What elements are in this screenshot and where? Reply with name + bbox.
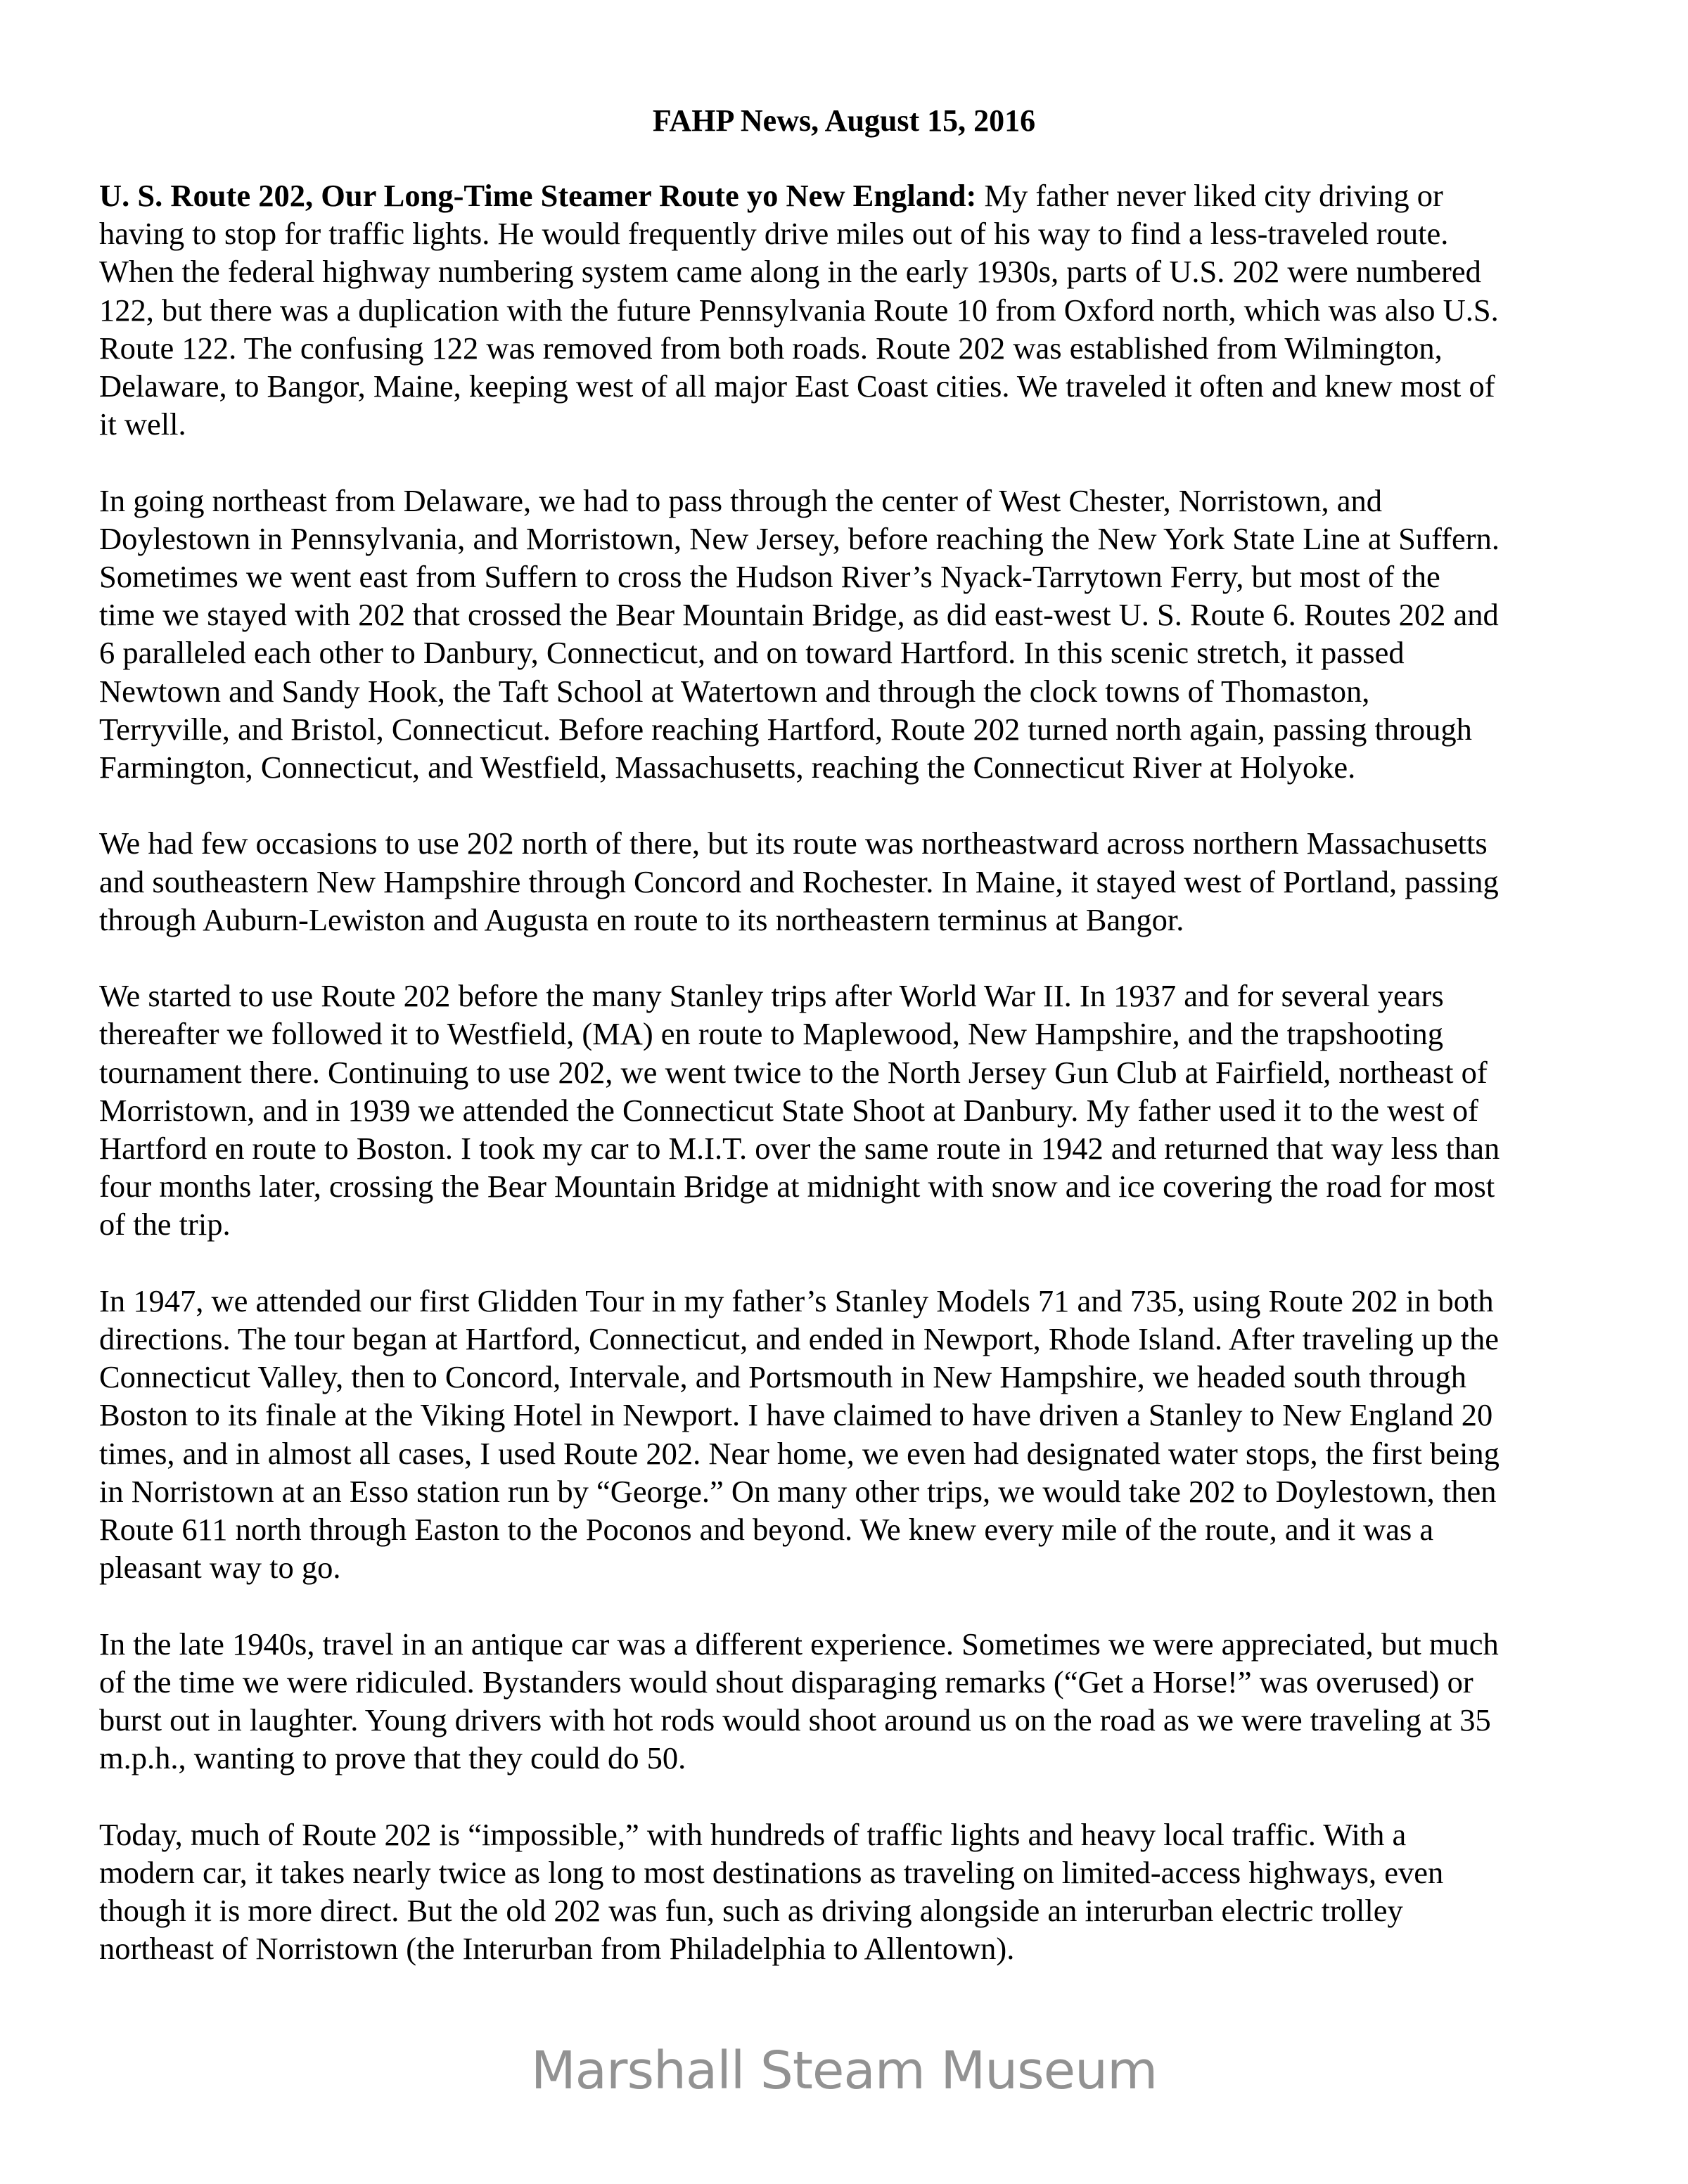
text-line: Newtown and Sandy Hook, the Taft School at Watertown and through the clock towns of Thomaston, bbox=[99, 673, 1370, 709]
paragraph bbox=[99, 1282, 1604, 1587]
text-line: Farmington, Connecticut, and Westfield, Massachusetts, reaching the Connecticut River at Holyoke. bbox=[99, 750, 1356, 785]
text-line: in Norristown at an Esso station run by “George.” On many other trips, we would take 202 to Doylestown, then bbox=[99, 1473, 1497, 1509]
paragraph bbox=[99, 977, 1604, 1243]
article-body bbox=[99, 176, 1604, 2006]
text-line: though it is more direct. But the old 202 was fun, such as driving alongside an interurban electric trolley bbox=[99, 1893, 1403, 1929]
text-line: m.p.h., wanting to prove that they could do 50. bbox=[99, 1740, 686, 1776]
paragraph bbox=[99, 482, 1604, 787]
paragraph bbox=[99, 176, 1604, 443]
text-line: tournament there. Continuing to use 202, we went twice to the North Jersey Gun Club at Fairfield, northeast of bbox=[99, 1054, 1488, 1090]
text-line: We had few occasions to use 202 north of there, but its route was northeastward across northern Massachusetts bbox=[99, 826, 1488, 861]
watermark: Marshall Steam Museum bbox=[530, 2041, 1158, 2101]
text-line: of the trip. bbox=[99, 1207, 231, 1242]
text-line: of the time we were ridiculed. Bystanders would shout disparaging remarks (“Get a Horse!” was overused) or bbox=[99, 1664, 1473, 1700]
text-line: burst out in laughter. Young drivers with hot rods would shoot around us on the road as we were traveling at 35 bbox=[99, 1702, 1491, 1738]
article-lead-heading: U. S. Route 202, Our Long-Time Steamer Route yo New England: bbox=[99, 178, 977, 213]
text-line-content: My father never liked city driving or bbox=[976, 178, 1443, 213]
text-line: thereafter we followed it to Westfield, (MA) en route to Maplewood, New Hampshire, and the trapshooting bbox=[99, 1016, 1444, 1052]
text-line: pleasant way to go. bbox=[99, 1550, 341, 1586]
text-line: time we stayed with 202 that crossed the Bear Mountain Bridge, as did east-west U. S. Route 6. Routes 202 and bbox=[99, 597, 1499, 633]
text-line: In the late 1940s, travel in an antique car was a different experience. Sometimes we were appreciated, but much bbox=[99, 1626, 1499, 1662]
text-line: 122, but there was a duplication with the future Pennsylvania Route 10 from Oxford north, which was also U.S. bbox=[99, 292, 1499, 328]
text-line: Sometimes we went east from Suffern to cross the Hudson River’s Nyack-Tarrytown Ferry, but most of the bbox=[99, 559, 1440, 595]
text-line bbox=[99, 176, 1604, 214]
text-line: Today, much of Route 202 is “impossible,” with hundreds of traffic lights and heavy local traffic. With a bbox=[99, 1816, 1407, 1852]
text-line: 6 paralleled each other to Danbury, Connecticut, and on toward Hartford. In this scenic stretch, it passed bbox=[99, 635, 1405, 671]
text-line: and southeastern New Hampshire through Concord and Rochester. In Maine, it stayed west of Portland, passing bbox=[99, 863, 1499, 899]
text-line: Morristown, and in 1939 we attended the Connecticut State Shoot at Danbury. My father used it to the west of bbox=[99, 1092, 1478, 1128]
paragraph bbox=[99, 824, 1604, 939]
text-line: We started to use Route 202 before the many Stanley trips after World War II. In 1937 and for several years bbox=[99, 978, 1444, 1014]
paragraph bbox=[99, 1625, 1604, 1778]
text-line: northeast of Norristown (the Interurban from Philadelphia to Allentown). bbox=[99, 1931, 1015, 1967]
text-line: In 1947, we attended our first Glidden Tour in my father’s Stanley Models 71 and 735, using Route 202 in both bbox=[99, 1283, 1494, 1318]
text-line: four months later, crossing the Bear Mountain Bridge at midnight with snow and ice covering the road for most bbox=[99, 1169, 1495, 1205]
text-line: Boston to its finale at the Viking Hotel in Newport. I have claimed to have driven a Stanley to New England 20 bbox=[99, 1397, 1493, 1433]
text-line: Terryville, and Bristol, Connecticut. Before reaching Hartford, Route 202 turned north again, passing through bbox=[99, 711, 1472, 747]
text-line: Hartford en route to Boston. I took my car to M.I.T. over the same route in 1942 and returned that way less than bbox=[99, 1131, 1500, 1167]
text-line: In going northeast from Delaware, we had to pass through the center of West Chester, Norristown, and bbox=[99, 482, 1383, 518]
paragraph bbox=[99, 1816, 1604, 1968]
text-line: having to stop for traffic lights. He would frequently drive miles out of his way to find a less-traveled route. bbox=[99, 216, 1449, 252]
text-line: times, and in almost all cases, I used Route 202. Near home, we even had designated water stops, the first being bbox=[99, 1435, 1500, 1471]
text-line: directions. The tour began at Hartford, Connecticut, and ended in Newport, Rhode Island. After traveling up the bbox=[99, 1321, 1499, 1357]
text-line: modern car, it takes nearly twice as long to most destinations as traveling on limited-access highways, even bbox=[99, 1854, 1444, 1890]
text-line: Delaware, to Bangor, Maine, keeping west of all major East Coast cities. We traveled it often and knew most of bbox=[99, 368, 1495, 404]
page-title: FAHP News, August 15, 2016 bbox=[652, 103, 1036, 138]
text-line: Doylestown in Pennsylvania, and Morristown, New Jersey, before reaching the New York State Line at Suffern. bbox=[99, 520, 1500, 556]
text-line: Route 611 north through Easton to the Poconos and beyond. We knew every mile of the route, and it was a bbox=[99, 1512, 1434, 1548]
text-line: it well. bbox=[99, 406, 186, 442]
text-line: Connecticut Valley, then to Concord, Intervale, and Portsmouth in New Hampshire, we headed south through bbox=[99, 1359, 1466, 1395]
text-line: Route 122. The confusing 122 was removed from both roads. Route 202 was established from Wilmington, bbox=[99, 330, 1443, 366]
text-line: through Auburn-Lewiston and Augusta en route to its northeastern terminus at Bangor. bbox=[99, 901, 1184, 937]
text-line: When the federal highway numbering system came along in the early 1930s, parts of U.S. 202 were numbered bbox=[99, 254, 1481, 290]
